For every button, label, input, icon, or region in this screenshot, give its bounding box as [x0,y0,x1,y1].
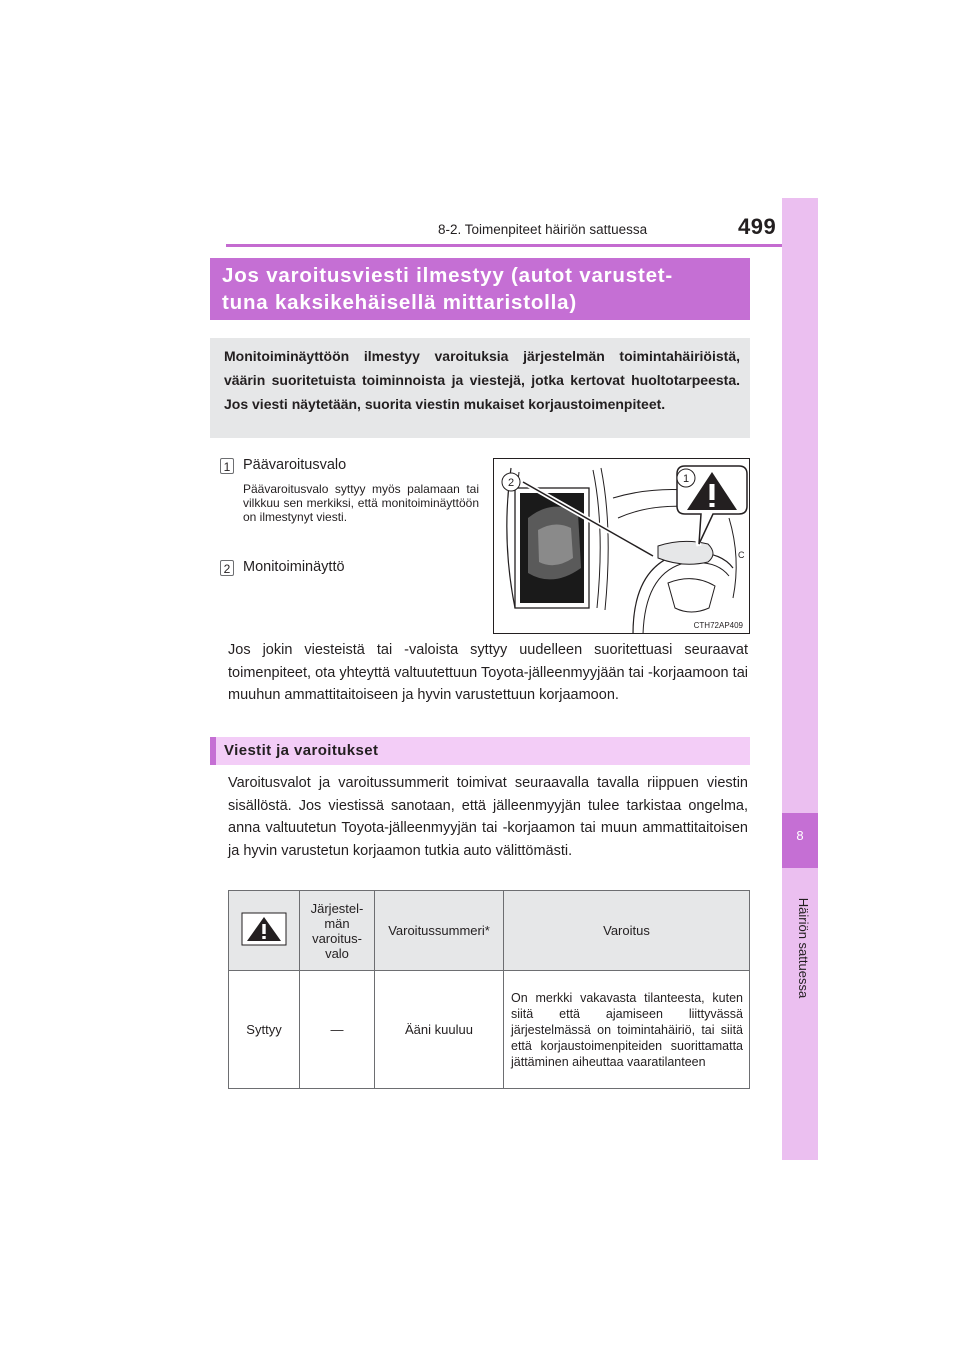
cell-system-light: — [300,971,375,1089]
svg-text:C: C [738,550,745,560]
cell-warning-text: On merkki vakavasta tilanteesta, kuten siitä että ajamiseen liittyvässä järjestelmässä on toimintahäiriö, tai siitä että korjaustoimenpiteiden suorittamatta jättäminen aiheuttaa vaaratilanteen [504,971,750,1089]
callout-2: 2 [507,477,515,489]
dashboard-illustration [493,458,750,634]
table-header-row [229,891,750,971]
table-row [229,971,750,1089]
header-divider [226,244,818,247]
item-number-2: 2 [220,560,234,576]
header-system-light: Järjestel-män varoitus-valo [300,891,375,971]
item-description-1: Päävaroitusvalo syttyy myös palamaan tai vilkkuu sen merkiksi, että monitoiminäyttöön on ilmestynyt viesti. [243,482,479,524]
warning-table [228,890,750,1089]
subheading: Viestit ja varoitukset [210,737,750,765]
page-number: 499 [738,214,777,239]
paragraph-revisit: Jos jokin viesteistä tai -valoista syttyy uudelleen suoritettuasi seuraavat toimenpiteet, ota yhteyttä valtuutettuun Toyota-jälleenmyyjään tai -korjaamoon tai muuhun ammattitaitoiseen ja hyvin varustettuun korjaamoon. [228,642,748,703]
figure-code: CTH72AP409 [693,621,743,630]
chapter-number: 8 [796,828,804,843]
header-section-title: 8-2. Toimenpiteet häiriön sattuessa [438,222,648,237]
paragraph-messages: Varoitusvalot ja varoitussummerit toimivat seuraavalla tavalla riippuen viestin sisällöstä. Jos viestissä sanotaan, että jälleenmyyjän tulee tarkistaa ongelma, anna valtuutetun Toyota-jälleenmyyjän tai -korjaamon tai muun ammattitaitoisen ja hyvin varustetun korjaamon tutkia auto välittömästi. [228,775,748,859]
header-warning: Varoitus [504,891,750,971]
callout-1: 1 [682,473,690,485]
item-title-1: Päävaroitusvalo [243,457,347,473]
chapter-label: Häiriön sattuessa [796,897,811,999]
chapter-tab [782,198,818,1160]
intro-box: Monitoiminäyttöön ilmestyy varoituksia järjestelmän toimintahäiriöistä, väärin suoritetuista toiminnoista ja viestejä, jotka kertovat huoltotarpeesta. Jos viesti näytetään, suorita viestin mukaiset korjaustoimenpiteet. [210,338,750,438]
cell-buzzer: Ääni kuuluu [375,971,504,1089]
main-heading-line-2: tuna kaksikehäisellä mittaristolla) [222,291,577,314]
item-number-1: 1 [220,458,234,474]
warning-icon-cell [229,891,300,971]
main-heading-line-1: Jos varoitusviesti ilmestyy (autot varustet- [222,264,674,287]
cell-light-state: Syttyy [229,971,300,1089]
item-title-2: Monitoiminäyttö [243,559,345,575]
warning-triangle-icon [241,912,287,946]
header-buzzer: Varoitussummeri* [375,891,504,971]
main-heading [210,258,750,320]
